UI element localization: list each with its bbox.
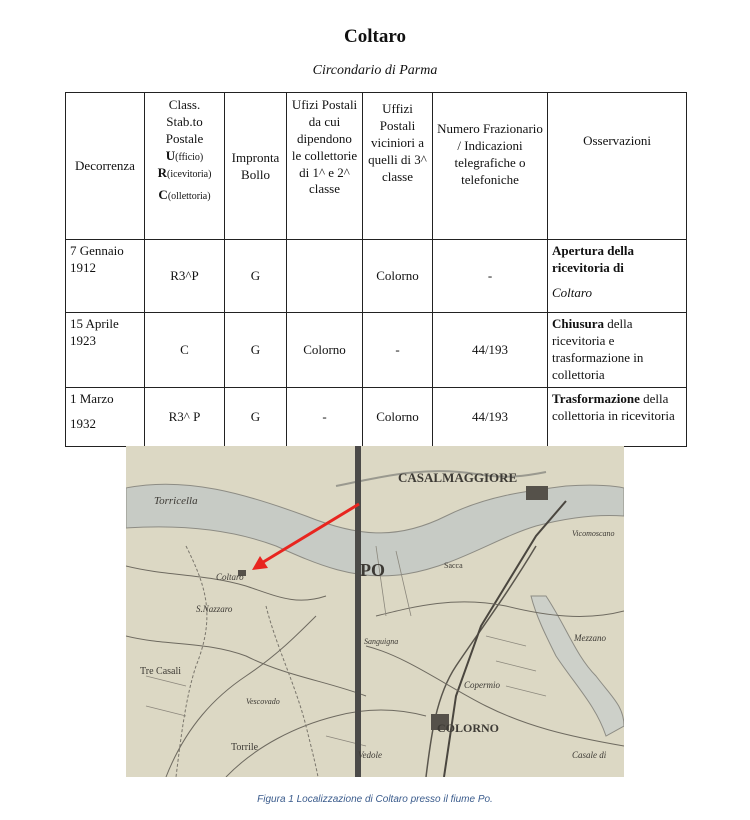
cell-osservazioni <box>548 313 687 388</box>
header-uffizi: Uffizi Postali viciniori a quelli di 3^ classe <box>363 93 433 240</box>
map-seam <box>355 446 361 777</box>
cell-decorrenza: 7 Gennaio 1912 <box>66 240 145 313</box>
header-class-u-rest: (fficio) <box>175 151 204 163</box>
map-label-vedole: Vedole <box>358 750 382 760</box>
map-label-copermio: Copermio <box>464 680 500 690</box>
cell-decorrenza: 15 Aprile 1923 <box>66 313 145 388</box>
table-row <box>66 313 687 388</box>
decorrenza-year: 1932 <box>70 415 96 431</box>
map-label-vicomoscano: Vicomoscano <box>572 529 615 538</box>
cell-impronta: G <box>225 240 287 313</box>
cell-classe: R3^P <box>145 240 225 313</box>
oss-rest-text: della ricevitoria e trasformazione in collettoria <box>552 316 644 382</box>
map-label-sacca: Sacca <box>444 561 463 570</box>
header-class-c-rest: (ollettoria) <box>167 191 211 203</box>
oss-italic-text: Coltaro <box>552 284 592 300</box>
header-class-label: Class. Stab.to Postale <box>165 97 204 146</box>
header-class-r: R <box>157 164 167 180</box>
cell-decorrenza <box>66 388 145 447</box>
figure-caption: Figura 1 Localizzazione di Coltaro presso il fiume Po. <box>257 794 493 805</box>
cell-osservazioni <box>548 388 687 447</box>
decorrenza-day: 1 Marzo <box>70 391 114 406</box>
table-header-row <box>66 93 687 240</box>
page-subtitle: Circondario di Parma <box>312 63 438 78</box>
cell-uffizi: Colorno <box>363 388 433 447</box>
cell-ufizi: Colorno <box>287 313 363 388</box>
cell-numero: 44/193 <box>433 388 548 447</box>
map-label-sanguigna: Sanguigna <box>364 637 399 646</box>
cell-ufizi <box>287 240 363 313</box>
cell-ufizi: - <box>287 388 363 447</box>
table-row <box>66 240 687 313</box>
map-label-torricella: Torricella <box>154 495 198 507</box>
cell-numero: 44/193 <box>433 313 548 388</box>
oss-bold-text: Trasformazione <box>552 391 640 406</box>
header-class-r-rest: (icevitoria) <box>166 168 212 180</box>
header-class-c: C <box>158 187 168 203</box>
map-label-colorno: COLORNO <box>437 721 500 735</box>
cell-classe: R3^ P <box>145 388 225 447</box>
historical-map <box>126 446 624 777</box>
map-label-mezzano: Mezzano <box>574 633 606 643</box>
town-casalmaggiore <box>526 486 548 500</box>
map-label-vescovado: Vescovado <box>246 697 280 706</box>
map-label-torrile: Torrile <box>231 742 259 753</box>
map-label-coltaro: Coltaro <box>216 572 244 582</box>
cell-numero: - <box>433 240 548 313</box>
cell-impronta: G <box>225 388 287 447</box>
header-decorrenza: Decorrenza <box>66 93 145 240</box>
postal-register-table <box>65 92 687 447</box>
map-label-nazzaro: S.Nazzaro <box>196 604 233 614</box>
cell-classe: C <box>145 313 225 388</box>
cell-impronta: G <box>225 313 287 388</box>
oss-bold-text: Apertura della ricevitoria di <box>552 243 634 275</box>
cell-osservazioni <box>548 240 687 313</box>
header-impronta: Impronta Bollo <box>225 93 287 240</box>
map-label-casale: Casale di <box>572 750 607 760</box>
cell-uffizi: - <box>363 313 433 388</box>
map-label-casalmaggiore: CASALMAGGIORE <box>398 470 518 485</box>
oss-rest-text: della collettoria in ricevitoria <box>552 391 675 423</box>
header-class-u: U <box>165 147 176 163</box>
map-label-po: PO <box>360 560 385 580</box>
page-title: Coltaro <box>344 26 406 47</box>
header-classificazione <box>145 93 225 240</box>
header-osservazioni: Osservazioni <box>548 93 687 240</box>
oss-bold-text: Chiusura <box>552 316 605 331</box>
map-label-tre-casali: Tre Casali <box>140 666 182 677</box>
header-ufizi: Ufizi Postali da cui dipendono le collettorie di 1^ e 2^ classe <box>287 93 363 240</box>
table-row <box>66 388 687 447</box>
cell-uffizi: Colorno <box>363 240 433 313</box>
header-numero: Numero Frazionario / Indicazioni telegrafiche o telefoniche <box>433 93 548 240</box>
